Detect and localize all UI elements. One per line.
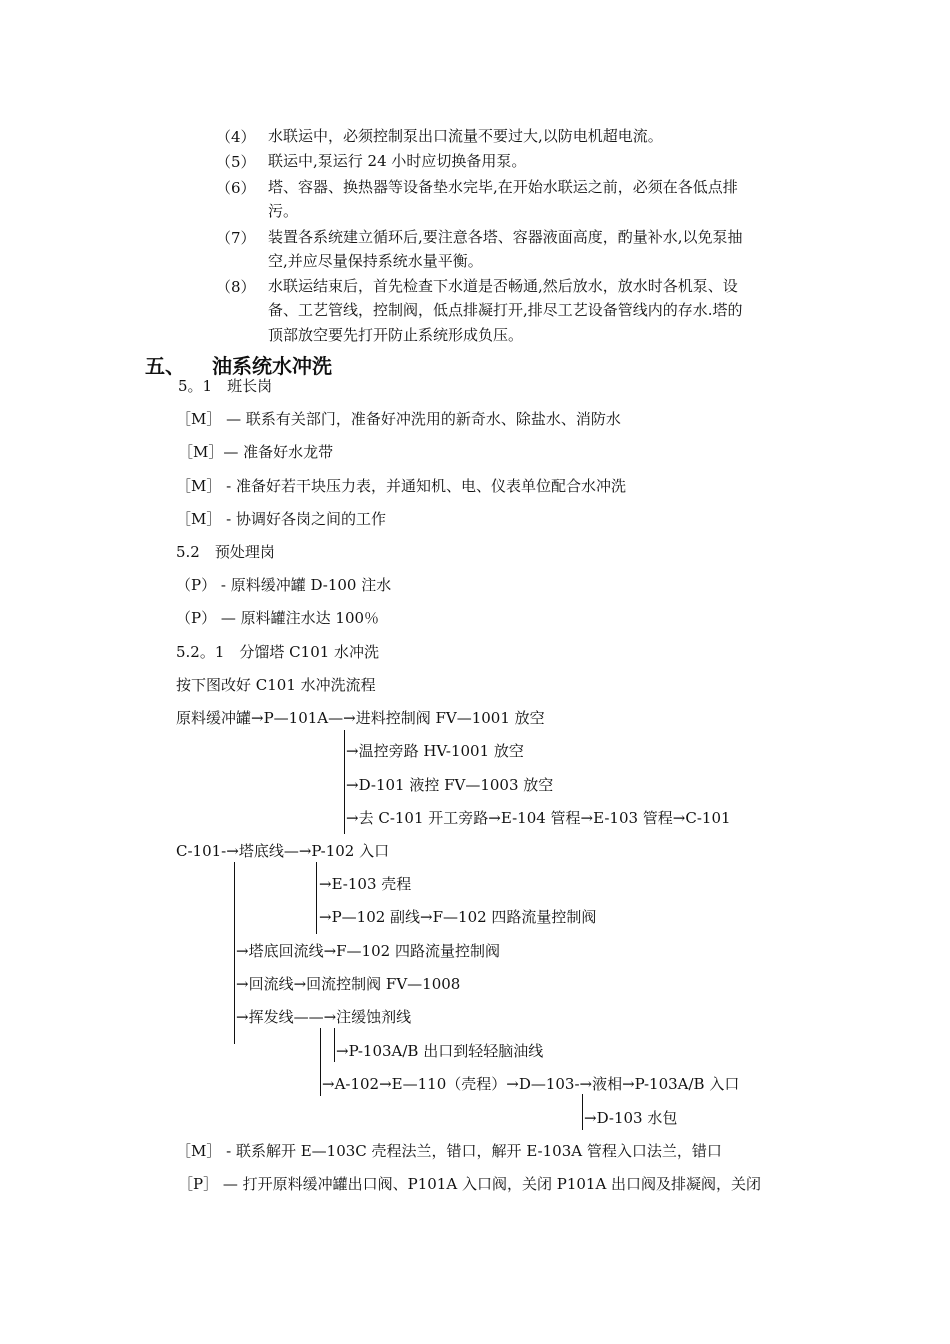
flow2-connector-sub1 xyxy=(316,862,317,934)
flow1-connector xyxy=(344,730,345,834)
body-line: （P） — 原料罐注水达 100％ xyxy=(176,609,380,627)
flow2-sub-branch: →P-103A/B 出口到轻轻脑油线 xyxy=(336,1042,544,1060)
flow2-connector-sub2a xyxy=(320,1028,321,1096)
flow2-branch: →挥发线——→注缓蚀剂线 xyxy=(236,1008,412,1026)
flow1-branch: →D-101 液控 FV—1003 放空 xyxy=(346,776,554,794)
flow2-sub-branch: →E-103 壳程 xyxy=(319,875,412,893)
flow1-main: 原料缓冲罐→P—101A—→进料控制阀 FV—1001 放空 xyxy=(176,709,545,727)
list-item-text: 污。 xyxy=(268,202,299,220)
list-item-text: 空,并应尽量保持系统水量平衡。 xyxy=(268,252,483,270)
body-line: （P） - 原料缓冲罐 D-100 注水 xyxy=(176,576,392,594)
list-item-text: 顶部放空要先打开防止系统形成负压。 xyxy=(268,326,524,344)
flow2-branch: →回流线→回流控制阀 FV—1008 xyxy=(236,975,461,993)
flow2-sub-branch: →P—102 副线→F—102 四路流量控制阀 xyxy=(319,908,597,926)
body-line: 5。1 班长岗 xyxy=(178,377,273,395)
body-line: ［M］ - 联系解开 E—103C 壳程法兰，错口，解开 E-103A 管程入口法兰，错口 xyxy=(176,1142,722,1160)
body-line: ［M］— 准备好水龙带 xyxy=(178,443,334,461)
flow2-sub-branch: →A-102→E—110（壳程）→D—103-→液相→P-103A/B 入口 xyxy=(322,1075,740,1093)
section-title: 油系统水冲洗 xyxy=(212,354,332,378)
flow1-branch: →温控旁路 HV-1001 放空 xyxy=(346,742,524,760)
list-item-text: 装置各系统建立循环后,要注意各塔、容器液面高度，酌量补水,以免泵抽 xyxy=(268,228,743,246)
body-line: ［M］ - 协调好各岗之间的工作 xyxy=(176,510,386,528)
flow2-main: C-101-→塔底线—→P-102 入口 xyxy=(176,842,390,860)
list-item-text: 水联运结束后，首先检查下水道是否畅通,然后放水，放水时各机泵、设 xyxy=(268,277,738,295)
flow2-connector-main xyxy=(234,862,235,1044)
list-item-number: （7） xyxy=(216,229,256,247)
list-item-text: 联运中,泵运行 24 小时应切换备用泵。 xyxy=(268,152,527,170)
list-item-text: 水联运中，必须控制泵出口流量不要过大,以防电机超电流。 xyxy=(268,127,663,145)
body-line: ［M］ — 联系有关部门，准备好冲洗用的新奇水、除盐水、消防水 xyxy=(176,410,621,428)
list-item-number: （8） xyxy=(216,278,256,296)
flow2-connector-sub3 xyxy=(582,1094,583,1130)
list-item-number: （5） xyxy=(216,153,256,171)
body-line: ［M］ - 准备好若干块压力表，并通知机、电、仪表单位配合水冲洗 xyxy=(176,477,626,495)
flow2-connector-sub2b xyxy=(334,1028,335,1062)
body-line: ［P］ — 打开原料缓冲罐出口阀、P101A 入口阀，关闭 P101A 出口阀及排凝阀，关闭 xyxy=(178,1175,762,1193)
flow1-branch: →去 C-101 开工旁路→E-104 管程→E-103 管程→C-101 xyxy=(346,809,731,827)
list-item-number: （6） xyxy=(216,179,256,197)
body-line: 5.2 预处理岗 xyxy=(176,543,275,561)
flow2-sub-branch: →D-103 水包 xyxy=(584,1109,678,1127)
flow2-branch: →塔底回流线→F—102 四路流量控制阀 xyxy=(236,942,500,960)
list-item-number: （4） xyxy=(216,128,256,146)
list-item-text: 塔、容器、换热器等设备垫水完毕,在开始水联运之前，必须在各低点排 xyxy=(268,178,738,196)
list-item-text: 备、工艺管线，控制阀，低点排凝打开,排尽工艺设备管线内的存水.塔的 xyxy=(268,301,743,319)
body-line: 5.2。1 分馏塔 C101 水冲洗 xyxy=(176,643,380,661)
body-line: 按下图改好 C101 水冲洗流程 xyxy=(176,676,376,694)
section-number: 五、 xyxy=(145,354,185,378)
